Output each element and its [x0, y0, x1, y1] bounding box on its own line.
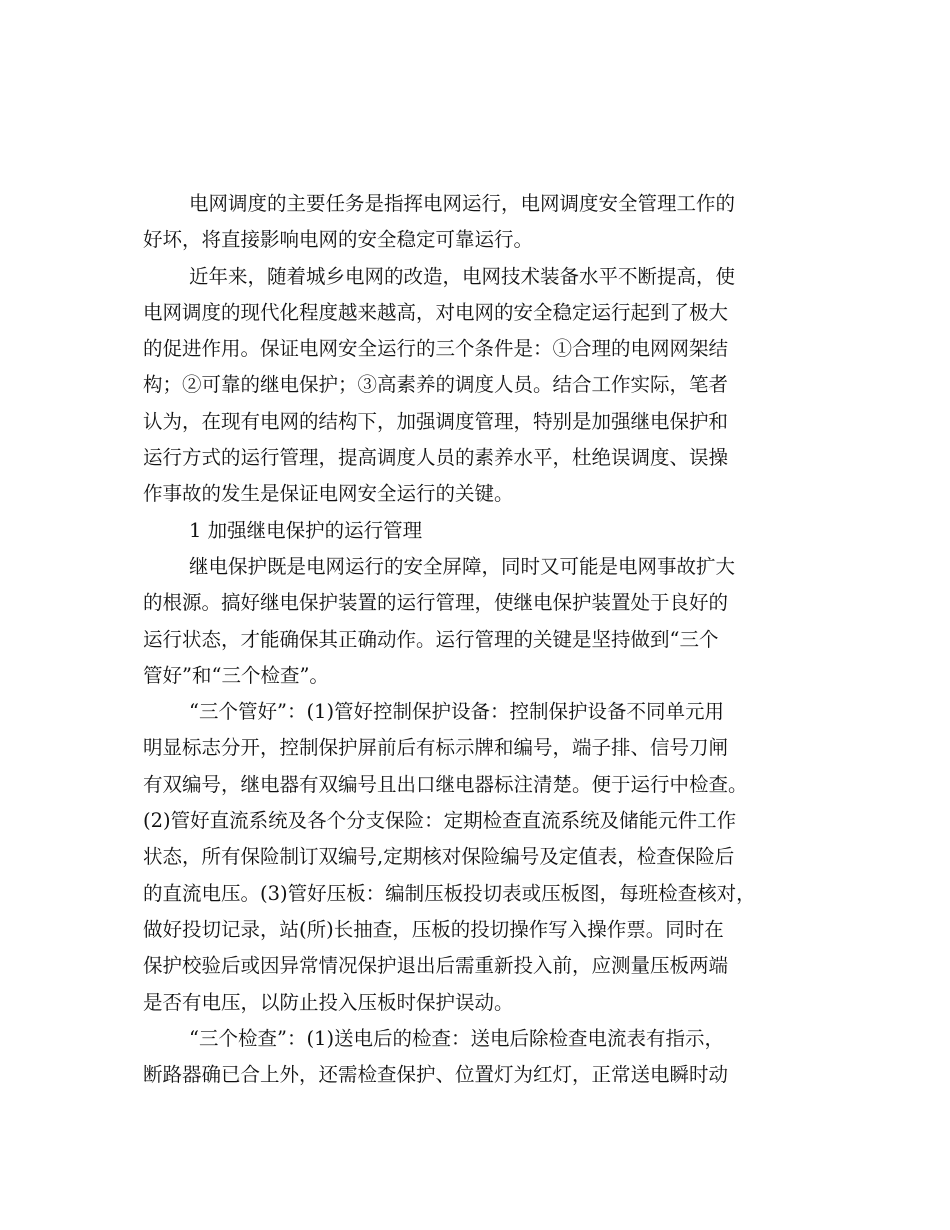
text-line: “三个检查”：(1)送电后的检查：送电后除检查电流表有指示， [189, 1026, 725, 1050]
text-line: 电网调度的主要任务是指挥电网运行，电网调度安全管理工作的 [189, 192, 736, 215]
text-line: 认为，在现有电网的结构下，加强调度管理，特别是加强继电保护和 [143, 409, 729, 433]
text-line: 继电保护既是电网运行的安全屏障，同时又可能是电网事故扩大 [189, 554, 736, 578]
text-line: 运行方式的运行管理，提高调度人员的素养水平，杜绝误调度、误操 [143, 446, 729, 470]
text-line: 状态，所有保险制订双编号,定期核对保险编号及定值表，检查保险后 [143, 845, 735, 869]
text-line: 构；②可靠的继电保护；③高素养的调度人员。结合工作实际，笔者 [143, 373, 729, 397]
text-line: 管好”和“三个检查”。 [143, 663, 329, 687]
text-line: 断路器确已合上外，还需检查保护、位置灯为红灯，正常送电瞬时动 [143, 1063, 729, 1087]
text-line: 的直流电压。(3)管好压板：编制压板投切表或压板图，每班检查核对， [143, 881, 756, 905]
text-line: 做好投切记录，站(所)长抽查，压板的投切操作写入操作票。同时在 [143, 917, 724, 941]
document-body [143, 186, 819, 1093]
text-line: 电网调度的现代化程度越来越高，对电网的安全稳定运行起到了极大 [143, 300, 729, 324]
text-line: 有双编号，继电器有双编号且出口继电器标注清楚。便于运行中检查。 [143, 772, 748, 796]
text-line: 保护校验后或因异常情况保护退出后需重新投入前，应测量压板两端 [143, 954, 729, 978]
text-line: 的促进作用。保证电网安全运行的三个条件是：①合理的电网网架结 [143, 337, 729, 361]
text-line: 明显标志分开，控制保护屏前后有标示牌和编号，端子排、信号刀闸 [143, 736, 729, 760]
text-line: 近年来，随着城乡电网的改造，电网技术装备水平不断提高，使 [189, 264, 736, 288]
text-line: 好坏，将直接影响电网的安全稳定可靠运行。 [143, 228, 534, 252]
text-line: (2)管好直流系统及各个分支保险：定期检查直流系统及储能元件工作 [143, 809, 737, 833]
text-line: 是否有电压，以防止投入压板时保护误动。 [143, 990, 514, 1014]
text-line: 运行状态，才能确保其正确动作。运行管理的关键是坚持做到“三个 [143, 627, 719, 651]
text-line: “三个管好”：(1)管好控制保护设备：控制保护设备不同单元用 [189, 700, 725, 724]
text-line: 作事故的发生是保证电网安全运行的关键。 [143, 482, 514, 506]
text-line: 的根源。搞好继电保护装置的运行管理，使继电保护装置处于良好的 [143, 591, 729, 615]
section-heading: 1 加强继电保护的运行管理 [189, 518, 423, 542]
